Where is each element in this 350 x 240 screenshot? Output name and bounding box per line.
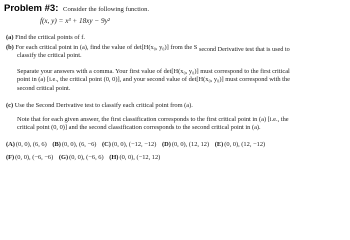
choice-g-text: (0, 0), (−6, 6) <box>69 154 104 161</box>
part-a-text: Find the critical points of f. <box>15 34 85 41</box>
choice-e-text: (0, 0), (12, −12) <box>224 141 266 148</box>
problem-title: Problem #3: <box>4 3 59 14</box>
part-c-text: Use the Second Derivative test to classify each critical point from (a). <box>14 102 193 109</box>
answer-choices-row-2 <box>6 154 160 161</box>
part-b-separate-line-2 <box>17 76 290 83</box>
part-c-label: (c) <box>6 102 14 109</box>
function-formula: f(x, y) = x³ + 18xy − 9y² <box>40 17 110 25</box>
choice-a-text: (0, 0), (6, 6) <box>15 141 47 148</box>
choice-f-text: (0, 0), (−6, −6) <box>15 154 54 161</box>
part-b-separate-text-2b: must correspond with the <box>225 76 290 83</box>
choice-c-text: (0, 0), (−12, −12) <box>111 141 157 148</box>
part-c <box>6 102 193 109</box>
choice-e-label: (E) <box>214 141 224 148</box>
choice-h-label: (H) <box>109 154 119 161</box>
choice-b[interactable] <box>52 141 96 148</box>
part-b-text-1b: second Derivative test that is used to <box>198 46 290 53</box>
part-b-text-1a: For each critical point in (a), find the value of det[H(x₀, y₀)] from the S <box>15 44 198 51</box>
part-b-separate-text-1b: must correspond to the first critical <box>200 68 290 75</box>
choice-c-label: (C) <box>102 141 111 148</box>
choice-a[interactable] <box>6 141 47 148</box>
choice-c[interactable] <box>102 141 156 148</box>
part-c-note-line-1: Note that for each given answer, the first classification corresponds to the first critical point in (a) [i.e., the <box>17 116 289 123</box>
choice-d-text: (0, 0), (12, 12) <box>171 141 210 148</box>
choice-d[interactable] <box>162 141 209 148</box>
part-a-label: (a) <box>6 34 14 41</box>
choice-h[interactable] <box>109 154 160 161</box>
problem-header <box>4 3 149 14</box>
part-a <box>6 34 85 41</box>
part-b-separate-line-1 <box>17 68 290 75</box>
choice-d-label: (D) <box>161 141 171 148</box>
choice-a-label: (A) <box>6 141 15 148</box>
part-c-note-line-2: critical point (0, 0)] and the second classification corresponds to the second critical point in (a). <box>17 124 261 131</box>
choice-f-label: (F) <box>6 154 15 161</box>
choice-b-text: (0, 0), (6, −6) <box>61 141 97 148</box>
choice-b-label: (B) <box>52 141 61 148</box>
part-b-line-2: classify the critical point. <box>17 52 82 59</box>
part-b-label: (b) <box>6 44 14 51</box>
part-b-separate-text-1a: Separate your answers with a comma. Your first value of det[H(x₀, y₀)] <box>17 68 199 75</box>
choice-g[interactable] <box>59 154 104 161</box>
problem-intro: Consider the following function. <box>63 6 150 13</box>
answer-choices-row-1 <box>6 141 265 148</box>
choice-e[interactable] <box>215 141 265 148</box>
choice-f[interactable] <box>6 154 53 161</box>
choice-g-label: (G) <box>58 154 69 161</box>
choice-h-text: (0, 0), (−12, 12) <box>119 154 161 161</box>
part-b-separate-text-2a: point in (a) [i.e., the critical point (0, 0)], and your second value of det[H(x₀, y₀)] <box>17 76 224 83</box>
part-b-separate-line-3: second critical point. <box>17 85 71 92</box>
